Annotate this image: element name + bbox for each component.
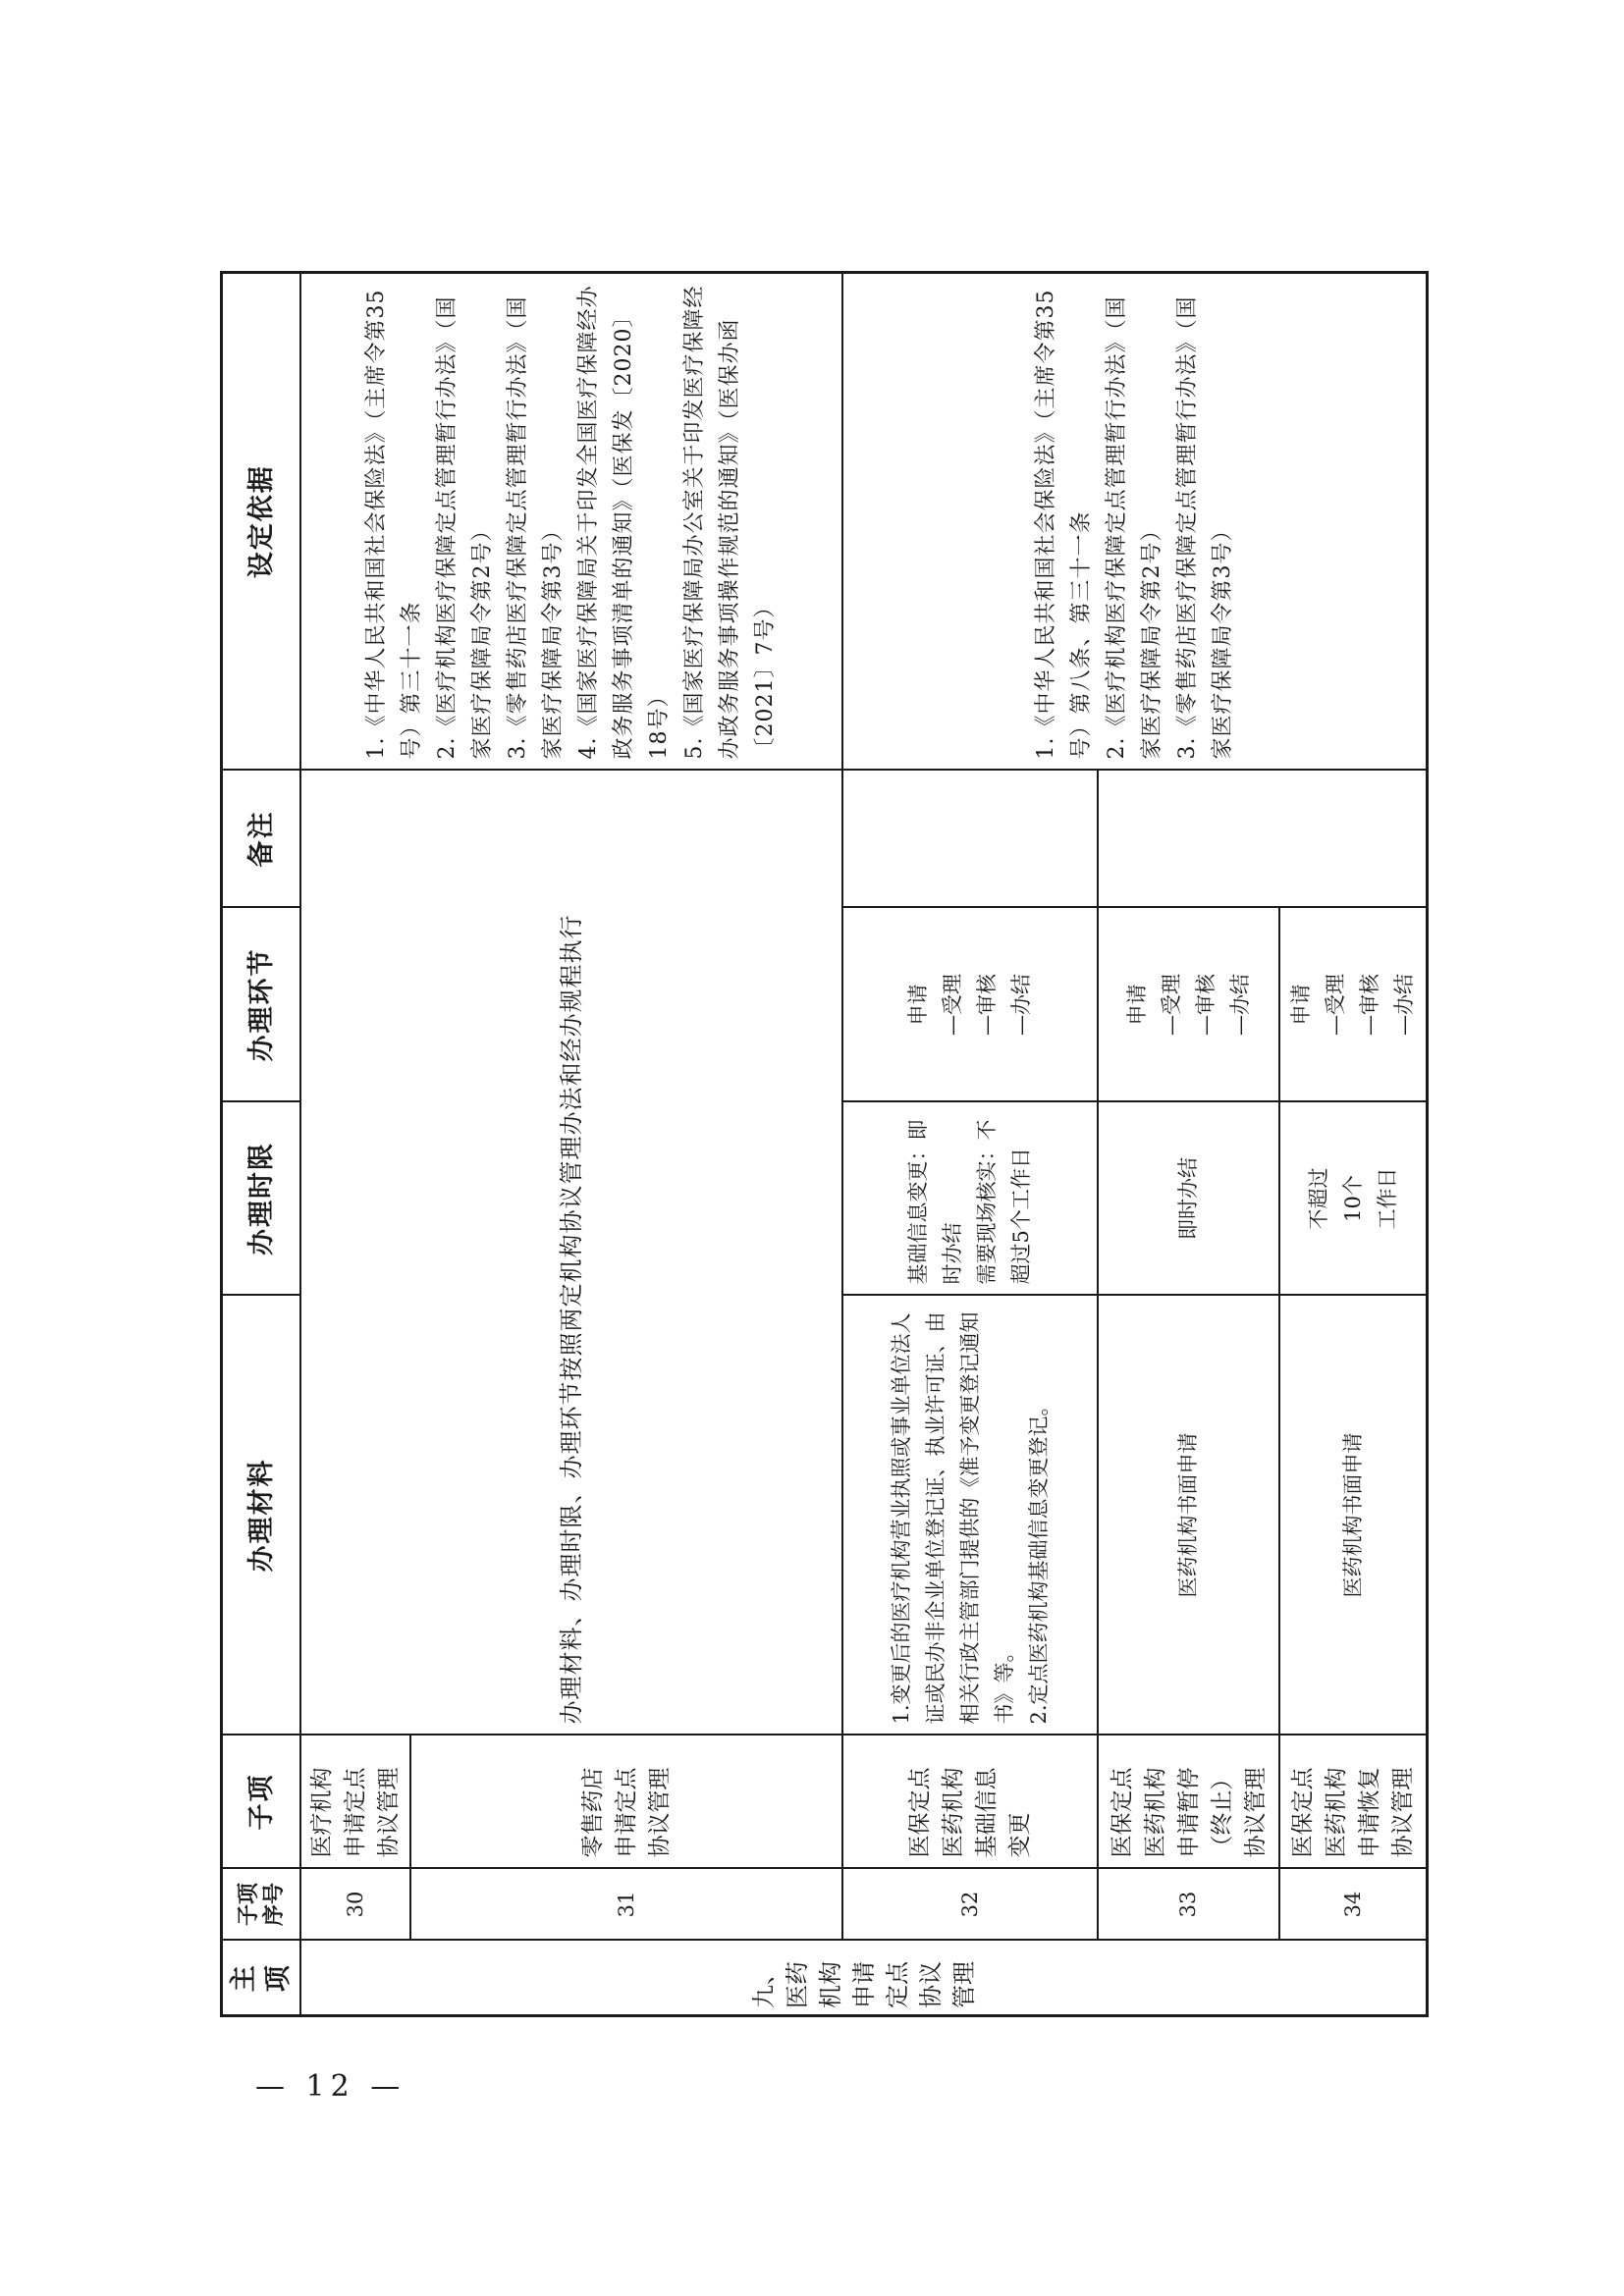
header-sub: 子项 — [222, 1735, 301, 1869]
header-row — [222, 273, 301, 2016]
note-cell — [1098, 771, 1428, 908]
seq-cell: 31 — [410, 1869, 842, 1941]
header-main: 主项 — [222, 1941, 301, 2016]
sub-item-cell: 医保定点医药机构申请恢复协议管理 — [1279, 1735, 1428, 1869]
time-cell: 不超过 10个 工作日 — [1279, 1102, 1428, 1296]
time-cell: 即时办结 — [1098, 1102, 1279, 1296]
seq-cell: 33 — [1098, 1869, 1279, 1941]
sub-item-cell: 医疗机构申请定点协议管理 — [300, 1735, 410, 1869]
items-table — [220, 271, 1429, 2017]
merged-procedure-cell: 办理材料、办理时限、办理环节按照两定机构协议管理办法和经办规程执行 — [300, 771, 842, 1735]
header-time: 办理时限 — [222, 1102, 301, 1296]
note-cell — [842, 771, 1098, 908]
main-item-cell: 九、医药机构申请定点协议管理 — [300, 1941, 1428, 2016]
seq-cell: 34 — [1279, 1869, 1428, 1941]
materials-cell: 医药机构书面申请 — [1279, 1296, 1428, 1735]
header-note: 备注 — [222, 771, 301, 908]
sub-item-cell: 零售药店申请定点协议管理 — [410, 1735, 842, 1869]
page-number: — 12 — — [255, 2069, 406, 2104]
basis-cell: 1.《中华人民共和国社会保险法》（主席令第35号）第三十一条 2.《医疗机构医疗保障定点管理暂行办法》（国家医疗保障局令第2号） 3.《零售药店医疗保障定点管理暂行办法》（国家医疗保障局令第3号） 4.《国家医疗保障局关于印发全国医疗保障经办政务服务事项清单的通知》（医保发〔2020〕18号） 5.《国家医疗保障局办公室关于印发医疗保障经办政务服务事项操作规范的通知》（医保办函〔2021〕7号） — [300, 273, 842, 771]
header-seq: 子项序号 — [222, 1869, 301, 1941]
steps-cell: 申请 —受理 —审核 —办结 — [842, 908, 1098, 1102]
table-row — [300, 273, 410, 2016]
sub-item-cell: 医保定点医药机构基础信息变更 — [842, 1735, 1098, 1869]
steps-cell: 申请 —受理 —审核 —办结 — [1098, 908, 1279, 1102]
rotated-table-wrapper — [220, 274, 1416, 2017]
seq-cell: 32 — [842, 1869, 1098, 1941]
materials-cell: 医药机构书面申请 — [1098, 1296, 1279, 1735]
header-materials: 办理材料 — [222, 1296, 301, 1735]
steps-cell: 申请 —受理 —审核 —办结 — [1279, 908, 1428, 1102]
header-basis: 设定依据 — [222, 273, 301, 771]
seq-cell: 30 — [300, 1869, 410, 1941]
materials-cell: 1.变更后的医疗机构营业执照或事业单位法人证或民办非企业单位登记证、执业许可证、由相关行政主管部门提供的《准予变更登记通知书》等。 2.定点医药机构基础信息变更登记。 — [842, 1296, 1098, 1735]
sub-item-cell: 医保定点医药机构申请暂停（终止）协议管理 — [1098, 1735, 1279, 1869]
time-cell: 基础信息变更：即时办结 需要现场核实：不超过5个工作日 — [842, 1102, 1098, 1296]
table-row — [842, 273, 1098, 2016]
header-steps: 办理环节 — [222, 908, 301, 1102]
basis-cell: 1.《中华人民共和国社会保险法》（主席令第35号）第八条、第三十一条 2.《医疗机构医疗保障定点管理暂行办法》（国家医疗保障局令第2号） 3.《零售药店医疗保障定点管理暂行办法》（国家医疗保障局令第3号） — [842, 273, 1428, 771]
